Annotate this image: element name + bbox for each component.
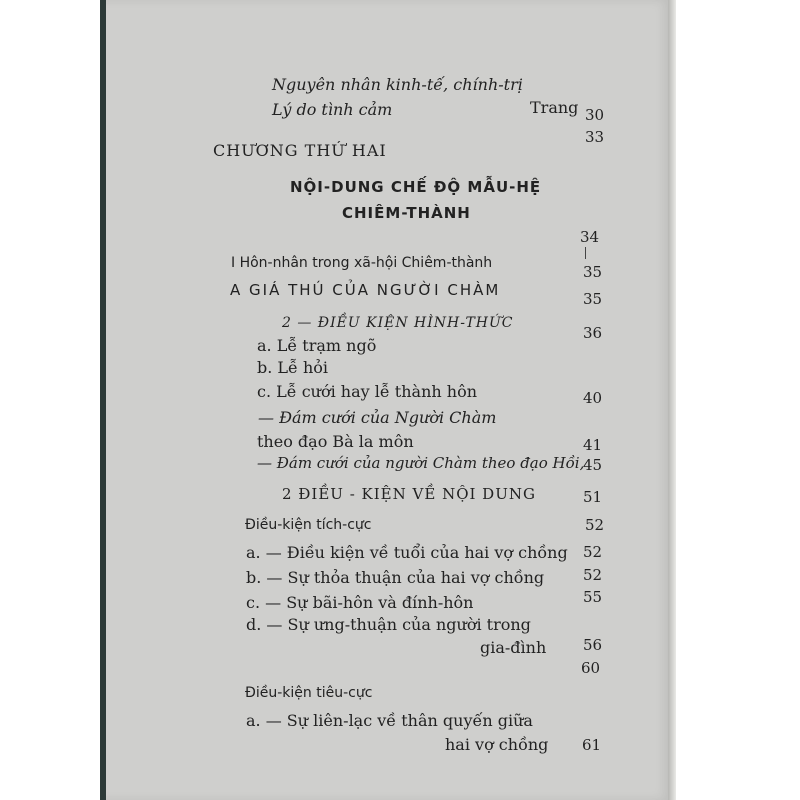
book-spine xyxy=(100,0,106,800)
toc-line-kinh-te: Nguyên nhân kinh-tế, chính-trị xyxy=(272,75,523,94)
toc-item: gia-đình xyxy=(480,638,547,657)
toc-item: a. Lễ trạm ngõ xyxy=(257,336,377,355)
toc-item: b. — Sự thỏa thuận của hai vợ chồng xyxy=(246,568,545,587)
page-number: 30 xyxy=(585,106,605,124)
page-number: 36 xyxy=(583,324,603,342)
toc-line-ly-do: Lý do tình cảm xyxy=(272,100,393,119)
chapter-label: CHƯƠNG THỨ HAI xyxy=(213,141,387,160)
toc-item: theo đạo Bà la môn xyxy=(257,432,414,451)
page-number: 33 xyxy=(585,128,605,146)
sub-heading: Điều-kiện tích-cực xyxy=(245,517,372,533)
pen-mark xyxy=(585,247,586,259)
page-number: 34 xyxy=(580,228,600,246)
page-number: 61 xyxy=(582,736,602,754)
toc-item: c. — Sự bãi-hôn và đính-hôn xyxy=(246,593,474,612)
page-number: 52 xyxy=(583,566,603,584)
toc-item: c. Lễ cưới hay lễ thành hôn xyxy=(257,382,478,401)
page-number: 60 xyxy=(581,659,601,677)
page-number: 56 xyxy=(583,636,603,654)
section-heading: I Hôn-nhân trong xã-hội Chiêm-thành xyxy=(231,255,493,271)
page-edge xyxy=(668,0,676,800)
page-number: 40 xyxy=(583,389,603,407)
toc-item: a. — Sự liên-lạc về thân quyến giữa xyxy=(246,711,533,730)
toc-item: — Đám cưới của Người Chàm xyxy=(258,408,497,427)
toc-item: — Đám cưới của người Chàm theo đạo Hồi, xyxy=(257,454,585,472)
page-number: 52 xyxy=(585,516,605,534)
toc-item: hai vợ chồng xyxy=(445,735,549,754)
page-number: 45 xyxy=(583,456,603,474)
trang-label: Trang xyxy=(530,98,579,117)
toc-item: d. — Sự ưng-thuận của người trong xyxy=(246,615,531,634)
sub-heading: Điều-kiện tiêu-cực xyxy=(245,685,373,701)
chapter-title: CHIÊM-THÀNH xyxy=(342,204,471,222)
page-number: 55 xyxy=(583,588,603,606)
page-number: 35 xyxy=(583,290,603,308)
page-number: 41 xyxy=(583,436,603,454)
toc-item: 2 — ĐIỀU KIỆN HÌNH-THỨC xyxy=(282,315,514,331)
page-number: 51 xyxy=(583,488,603,506)
toc-item: 2 ĐIỀU - KIỆN VỀ NỘI DUNG xyxy=(282,485,536,503)
section-heading: A GIÁ THÚ CỦA NGƯỜI CHÀM xyxy=(230,281,501,299)
page-number: 52 xyxy=(583,543,603,561)
chapter-title: NỘI-DUNG CHẾ ĐỘ MẪU-HỆ xyxy=(290,178,542,196)
page-number: 35 xyxy=(583,263,603,281)
toc-item: a. — Điều kiện về tuổi của hai vợ chồng xyxy=(246,543,568,562)
toc-item: b. Lễ hỏi xyxy=(257,358,329,377)
